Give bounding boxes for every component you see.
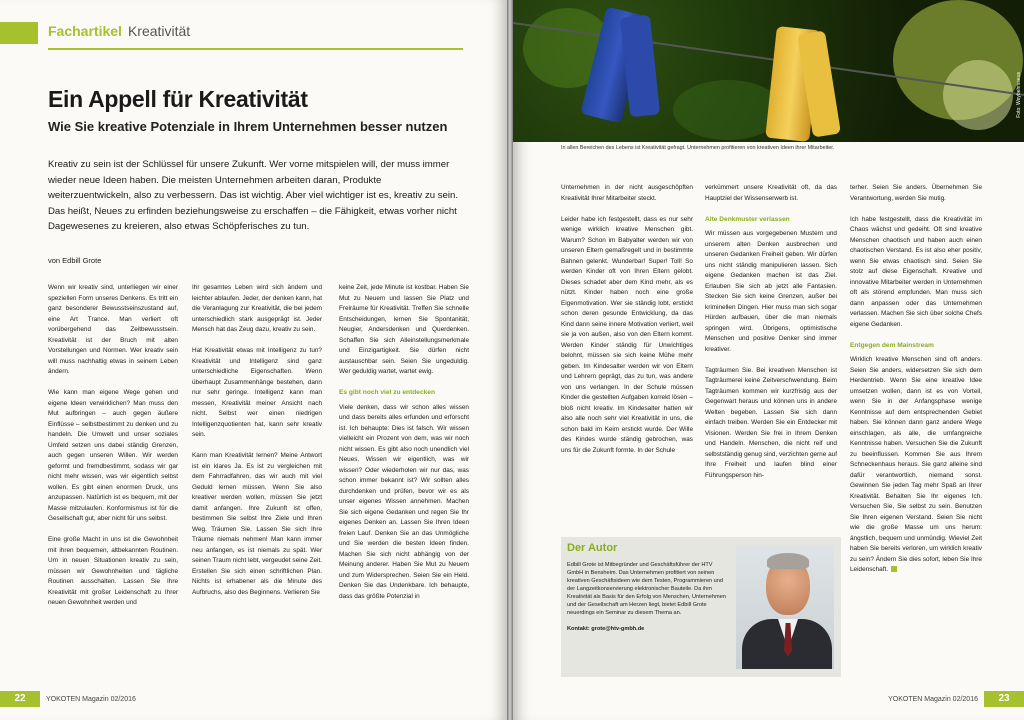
paragraph-text: Wirklich kreative Menschen sind oft anders. Seien Sie anders, widersetzen Sie sich dem Herdentrieb. Wenn Sie eine kreative Idee umsetzen wollen, dann ist es von Vorteil, wenn Sie in der Anfangsphase wenige Kenntnisse auf dem entsprechenden Gebiet haben. Sie können dann ganz andere Wege einschlagen, als alle, die umfangreiche Kenntnisse haben. Versuchen Sie die Zukunft zu beeinflussen. Kommen Sie aus Ihrem Schneckenhaus heraus. Sie ganz alleine sind dafür verantwortlich, niemand sonst. Gewinnen Sie jeden Tag mehr Spaß an Ihrer Kreativität. Behalten Sie Ihr eigenes Ich. Versuchen Sie, Sie selbst zu sein. Benutzen Sie Ihren eigenen Verstand. Seien Sie nicht wie die große Masse um uns herum: ängstlich, bequem und unmündig. Wieviel Zeit haben Sie bereits verloren, um wirklich kreativ zu sein? Ändern Sie dies sofort, leben Sie Ihre Leidenschaft. — [850, 356, 982, 573]
paragraph: Viele denken, dass wir schon alles wissen und dass bereits alles erfunden und erforscht ist. Ich behaupte: Dies ist falsch. Wir wissen vielleicht ein Prozent von dem, was wir noch nicht wissen. Es gibt also noch unendlich viel Neues. Wissen wir eigentlich, was wir wissen? Oder wiederholen wir nur das, was schon immer bekannt ist? Wir sollten alles durchdenken und prüfen, bevor wir es als unser eigenes Wissen annehmen. Machen Sie sich eigene Gedanken und regen Sie Ihr eigenes Denken an. Lassen Sie Ihren Ideen freien Lauf. Denken Sie an das Unmögliche und Sie werden die besten Ideen finden. Machen Sie sich nicht abhängig von der Meinung anderer. Haben Sie Mut zu Neuem und zum Widersprechen. Seien Sie ein Held. Denken Sie das Undenkbare. Ich behaupte, dass das größte Potenzial in — [339, 403, 469, 600]
rubric-text — [48, 23, 190, 39]
end-mark-icon — [891, 566, 897, 572]
folio-right — [888, 691, 1024, 707]
paragraph — [850, 355, 982, 576]
paragraph: Tagträumen Sie. Bei kreativen Menschen ist Tagträumerei keine Zeitverschwendung. Beim Tagträumen kommen wir kurzfristig aus der Gegenwart heraus und können uns in andere Welten begeben. Lassen Sie sich dann einfach treiben. Werden Sie ein Entdecker mit Visionen. Werden Sie frei in Ihrem Denken und Handeln. Menschen, die nicht reif und selbstständig genug sind, verzichten gerne auf Ihre Freiheit und laufen blind einer Führungsperson hin- — [705, 366, 837, 479]
page-number: 22 — [0, 691, 40, 707]
section-heading: Alte Denkmuster verlassen — [705, 215, 790, 223]
left-page — [0, 0, 507, 720]
article-lead: Kreativ zu sein ist der Schlüssel für unsere Zukunft. Wer vorne mitspielen will, der muss immer wieder neue Ideen haben. Die meisten Unternehmen arbeiten daran, Produkte weiterzuentwickeln, also zu verbessern. Das ist wichtig. Aber viel wichtiger ist es, kreativ zu sein. Das heißt, Neues zu erfinden beziehungsweise zu erschaffen – die Fähigkeit, etwas vorher nicht Dagewesenes zu kreieren, also etwas Schöpferisches zu tun. — [48, 159, 459, 232]
magazine-label: YOKOTEN Magazin 02/2016 — [46, 696, 136, 703]
section-heading: Entgegen dem Mainstream — [850, 341, 934, 349]
photo-caption: In allen Bereichen des Lebens ist Kreativität gefragt. Unternehmen profitieren von kreativen Ideen ihrer Mitarbeiter. — [561, 145, 835, 151]
right-column-1 — [561, 183, 693, 467]
clothespin-photo — [513, 0, 1024, 142]
article-byline: von Edbill Grote — [48, 256, 102, 265]
author-box-title: Der Autor — [567, 542, 618, 554]
author-portrait — [736, 545, 834, 669]
magazine-label: YOKOTEN Magazin 02/2016 — [888, 696, 978, 703]
rubric-accent-bar — [0, 22, 38, 44]
paragraph: keine Zeit, jede Minute ist kostbar. Haben Sie Mut zu Neuem und lassen Sie Platz und Freiräume für Kreativität. Treffen Sie schnelle Entscheidungen, lernen Sie Spontanität, Neugier, Andersdenken und Querdenken. Schaffen Sie sich Alleinstellungsmerkmale und Einzigartigkeit. Sie dürfen nicht austauschbar sein. Seien Sie ungeduldig. Wer geduldig wartet, wartet ewig. — [339, 284, 469, 375]
folio-left — [0, 691, 136, 707]
photo-credit: Foto: Weybehrsseus — [1016, 72, 1022, 118]
right-column-2 — [705, 183, 837, 492]
left-column-3 — [339, 283, 469, 613]
section-heading: Es gibt noch viel zu entdecken — [339, 389, 435, 396]
paragraph: Ihr gesamtes Leben wird sich ändern und leichter ablaufen. Jeder, der denken kann, hat die Veranlagung zur Kreativität, die bei jedem unterschiedlich stark ausgeprägt ist. Jeder Mensch hat das Zeug dazu, kreativ zu sein. — [192, 284, 322, 333]
article-title: Ein Appell für Kreativität — [48, 86, 308, 112]
paragraph: Wenn wir kreativ sind, unterliegen wir einer speziellen Form unseres Denkens. Es tritt ein ganz besonderer Bewusstseinszustand auf, eine Art Trance. Man verliert oft vorübergehend das Zeitbewusstsein. Kreativität ist der Bruch mit alten Vorstellungen und Normen. Wer kreativ sein will muss nachhaltig etwas in seinem Leben ändern. — [48, 284, 178, 375]
right-page — [513, 0, 1024, 720]
rubric-rule — [48, 48, 463, 50]
left-column-1 — [48, 283, 178, 619]
author-bio — [567, 561, 727, 633]
author-bio-text: Edbill Grote ist Mitbegründer und Geschäftsführer der HTV GmbH in Bensheim. Das Unternehmen profitiert von seinen kreativen Geschäftsideen wie dem Testen, Programmieren und der Langzeitkonservierung elektronischer Bauteile. Da ihm Kreativität als Basis für den Erfolg von Menschen, Unternehmen und der Gesellschaft am Herzen liegt, bietet Edbill Grote neuerdings ein Seminar zu diesem Thema an. — [567, 562, 726, 616]
paragraph: verkümmert unsere Kreativität oft, da das Hauptziel der Wissenserwerb ist. — [705, 184, 837, 202]
right-column-3 — [850, 183, 982, 586]
paragraph: Ich habe festgestellt, dass die Kreativität im Chaos wächst und gedeiht. Oft sind kreative Menschen chaotisch und haben auch einen chaotischen Verstand. Es ist also eher positiv, wenn Sie etwas chaotisch sind. Seien Sie stolz auf diese Eigenschaft. Kreative und innovative Mitarbeiter werden in Unternehmen oft als störend empfunden. Man muss sich dann anpassen oder das Unternehmen verlassen. Machen Sie sich über solche Chefs eigene Gedanken. — [850, 215, 982, 328]
paragraph: Wie kann man eigene Wege gehen und eigene Ideen verwirklichen? Man muss den Mut aufbringen – auch gegen äußere Einflüsse – selbstbestimmt zu denken und zu handeln. Die Umwelt und unser soziales Umfeld setzen uns dabei ständig Grenzen, auch gegen unseren Willen. Wir werden geformt und fremdbestimmt, sodass wir gar nicht mehr wissen, was wir eigentlich selbst wollen. Es gibt einen enormen Druck, uns anzupassen. Natürlich ist es bequem, mit der Masse mitzulaufen. Konformismus ist für die Gesellschaft gut, aber nicht für uns selbst. — [48, 389, 178, 522]
author-box — [561, 537, 841, 677]
article-subtitle: Wie Sie kreative Potenziale in Ihrem Unternehmen besser nutzen — [48, 119, 448, 134]
rubric-main: Fachartikel — [48, 23, 122, 39]
paragraph: Kann man Kreativität lernen? Meine Antwort ist ein klares Ja. Es ist zu vergleichen mit dem Fahrradfahren, das wir auch mit viel Geduld lernen müssen. Wenn Sie also kreativer werden wollen, müssen Sie jetzt damit anfangen. Ihre Zukunft ist offen, bestimmen Sie selbst Ihre Ziele und Ihren Weg. Träumen Sie. Lassen Sie sich Ihre Träume niemals nehmen! Man kann immer neu anfangen, es ist niemals zu spät. Wer seinen Traum nicht lebt, vergeudet seine Zeit. Erstellen Sie sich einen schriftlichen Plan. Nichts ist erhabener als die Minute des Aufbruchs, also des Beginnens. Verlieren Sie — [192, 452, 322, 596]
paragraph: Wir müssen aus vorgegebenen Mustern und unserem alten Denken ausbrechen und unseren Gedanken Freiheit geben. Wir dürfen uns nicht ständig manipulieren lassen. Sich eigene Gedanken machen ist das Ziel. Erlauben Sie sich ab jetzt alle Fantasien. Stecken Sie sich keine Grenzen, außer bei kriminellen Dingen. Hier muss man sich sogar Hürden aufbauen, über die man niemals springen wird. Übrigens, optimistische Menschen und positive Denker sind immer kreativer. — [705, 230, 837, 353]
paragraph: Eine große Macht in uns ist die Gewohnheit mit ihren bequemen, altbekannten Routinen. Um in neuen Situationen kreativ zu sein, müssen wir Gewohnheiten und tägliche Routinen ausschalten. Lassen Sie Ihre Kreativität mit großer Leidenschaft zu Ihrer neuen Gewohnheit werden und — [48, 536, 178, 606]
left-column-2 — [192, 283, 322, 609]
paragraph: Leider habe ich festgestellt, dass es nur sehr wenige wirklich kreative Menschen gibt. Warum? Schon im Babyalter werden wir von unseren Eltern gemaßregelt und in bestimmte Bahnen gelenkt. Wunderbar! Super! Toll! So werden Kinder oft von Ihren Eltern gelobt. Dieses schadet aber dem Kind mehr, als es nützt. Kinder haben noch eine große Eigenmotivation. Wer sie ständig lobt, erstickt schon deren gesunde Entwicklung, da das Kind dann seine innere Motivation verliert, weil sie ja von außen, also von den Eltern kommt. Werden Kinder ständig für Unwichtiges belohnt, müssen sie sich keine Mühe mehr geben. Im Kindesalter werden wir von Eltern und Lehrern geprägt, das zu tun, was andere von uns verlangen. In der Schule müssen Kinder die gestellten Aufgaben korrekt lösen – bloß nicht kreativ. Im Kindesalter hatten wir also alle noch sehr viel Kreativität in uns, die schon bald im Keim erstickt wurde. Der Wille des Kindes wurde ständig gebrochen, was uns für die Zukunft formte. In der Schule — [561, 215, 693, 454]
paragraph: Hat Kreativität etwas mit Intelligenz zu tun? Kreativität und Intelligenz sind ganz unterschiedliche Eigenschaften. Wenn überhaupt Zusammenhänge bestehen, dann nur sehr geringe. Intelligenz kann man messen, Kreativität meiner Ansicht nach nicht. Selbst wer einen niedrigen Intelligenzquotienten hat, kann sehr kreativ sein. — [192, 347, 322, 438]
author-contact: Kontakt: grote@htv-gmbh.de — [567, 626, 645, 632]
rubric-header — [0, 22, 507, 44]
paragraph: Unternehmen in der nicht ausgeschöpften Kreativität Ihrer Mitarbeiter steckt. — [561, 184, 693, 202]
page-number: 23 — [984, 691, 1024, 707]
paragraph: terher. Seien Sie anders. Übernehmen Sie Verantwortung, werden Sie mutig. — [850, 184, 982, 202]
rubric-sub: Kreativität — [127, 23, 191, 39]
